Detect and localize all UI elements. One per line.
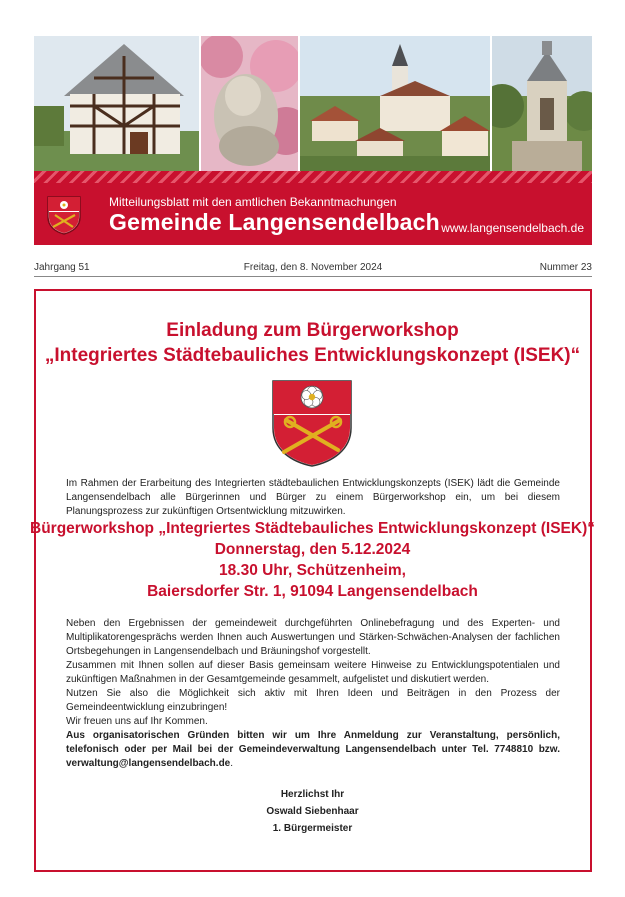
issue-meta-line	[34, 262, 592, 276]
event-address: Baiersdorfer Str. 1, 91094 Langensendelbach	[147, 583, 478, 600]
article-heading-line2: „Integriertes Städtebauliches Entwicklungskonzept (ISEK)“	[44, 345, 581, 366]
photo-half-timbered-house	[34, 36, 199, 171]
closing-line: Herzlichst Ihr	[280, 789, 345, 800]
banner-stripe-pattern	[34, 171, 592, 183]
body-paragraph: Neben den Ergebnissen der gemeindeweit durchgeführten Onlinebefragung und des Experten- und Multiplikatorengesprächs werden Ihnen auch Auswertungen und Stärken-Schwächen-Analysen der fachlichen Ortsbegehungen in Langensendelbach und Bräuningshof vorgestellt.	[66, 618, 560, 657]
photo-church-village	[300, 36, 490, 171]
article-heading-line1: Einladung zum Bürgerworkshop	[166, 320, 459, 341]
article-body	[66, 617, 560, 771]
body-paragraph: Zusammen mit Ihnen sollen auf dieser Basis gemeinsam weitere Hinweise zu Entwicklungspotentialen und zukünftigen Maßnahmen in der Gesamtgemeinde gesammelt, aufgelistet und diskutiert werden.	[66, 660, 560, 685]
intro-paragraph: Im Rahmen der Erarbeitung des Integrierten städtebaulichen Entwicklungskonzepts (ISEK) lädt die Gemeinde Langensendelbach alle Bürgerinnen und Bürger zu einem Bürgerworkshop ein, um bei diesem Planungsprozess zur zukünftigen Ortsentwicklung mitzuwirken.	[66, 478, 560, 517]
signer-title: 1. Bürgermeister	[272, 823, 353, 834]
meta-divider	[34, 276, 592, 277]
issue-date: Freitag, den 8. November 2024	[243, 262, 383, 273]
website-url[interactable]: www.langensendelbach.de	[441, 221, 584, 235]
signature-block	[0, 786, 625, 837]
masthead-banner	[34, 171, 592, 245]
masthead-subtitle: Mitteilungsblatt mit den amtlichen Bekanntmachungen	[109, 195, 397, 209]
header-photo-strip	[34, 36, 592, 171]
issue-volume: Jahrgang 51	[34, 262, 90, 273]
registration-text: Aus organisatorischen Gründen bitten wir um Ihre Anmeldung zur Veranstaltung, persönlich, telefonisch oder per Mail bei der Gemeindeverwaltung Langensendelbach unter Tel. 7748810 bzw. verwaltung@langensendelbach.de	[66, 730, 560, 769]
issue-number: Nummer 23	[539, 262, 592, 273]
registration-paragraph	[66, 729, 560, 771]
body-paragraph: Wir freuen uns auf Ihr Kommen.	[66, 716, 208, 727]
signer-name: Oswald Siebenhaar	[266, 806, 359, 817]
coat-of-arms-large-icon	[270, 378, 354, 468]
event-date: Donnerstag, den 5.12.2024	[214, 541, 411, 558]
photo-statue-blossoms	[201, 36, 298, 171]
coat-of-arms-icon	[46, 195, 82, 235]
registration-tail: .	[230, 758, 234, 769]
event-details	[0, 518, 625, 602]
photo-stone-chapel	[492, 36, 592, 171]
article-heading	[0, 318, 625, 368]
masthead-title: Gemeinde Langensendelbach	[109, 209, 440, 235]
event-time-place: 18.30 Uhr, Schützenheim,	[219, 562, 406, 579]
body-paragraph: Nutzen Sie also die Möglichkeit sich aktiv mit Ihren Ideen und Beiträgen in den Prozess der Gemeindeentwicklung einzubringen!	[66, 688, 560, 713]
event-title: Bürgerworkshop „Integriertes Städtebauliches Entwicklungskonzept (ISEK)“	[30, 520, 595, 537]
